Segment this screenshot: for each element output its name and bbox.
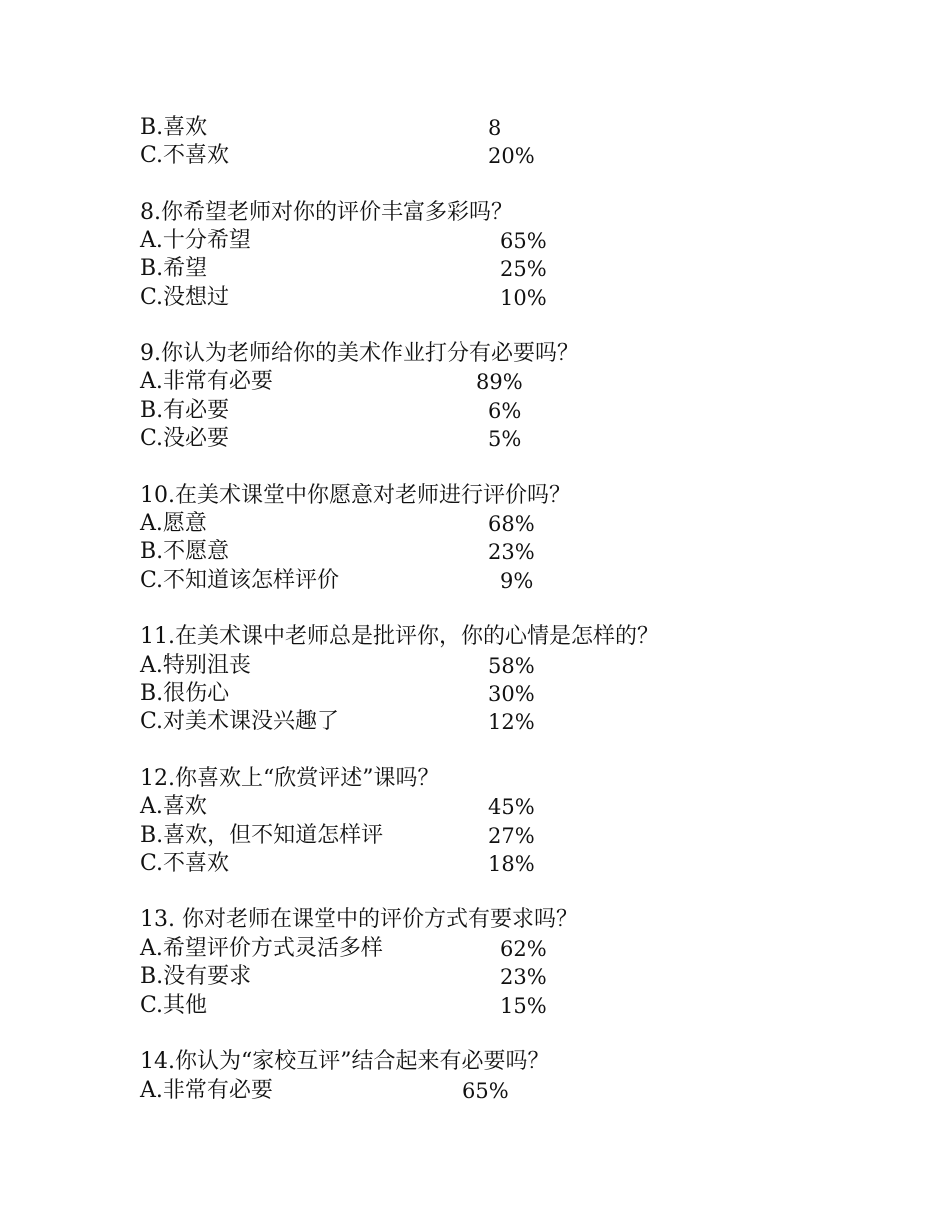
q12-option-c-label: C.不喜欢	[140, 851, 230, 876]
q8-option-a-value: 65%	[500, 229, 547, 253]
q14-question: 14.你认为“家校互评”结合起来有必要吗？	[140, 1049, 550, 1074]
q9-option-c-label: C.没必要	[140, 426, 230, 451]
q7-option-c-value: 20%	[488, 144, 535, 168]
q11-option-b-value: 30%	[488, 682, 535, 706]
q11-option-a-value: 58%	[488, 654, 535, 678]
q13-question: 13. 你对老师在课堂中的评价方式有要求吗？	[140, 907, 578, 932]
q12-option-a-value: 45%	[488, 795, 535, 819]
q11-option-b-label: B.很伤心	[140, 681, 230, 706]
q13-option-b-value: 23%	[500, 965, 547, 989]
q9-option-c-value: 5%	[488, 427, 522, 451]
q10-option-c-value: 9%	[500, 569, 534, 593]
q14-option-a-label: A.非常有必要	[140, 1078, 273, 1103]
q8-option-c-label: C.没想过	[140, 285, 230, 310]
q9-option-b-label: B.有必要	[140, 398, 230, 423]
q14-option-a-value: 65%	[462, 1079, 509, 1103]
q7-option-b-label: B.喜欢	[140, 115, 208, 140]
q12-option-b-value: 27%	[488, 824, 535, 848]
q9-option-a-label: A.非常有必要	[140, 369, 273, 394]
q12-option-a-label: A.喜欢	[140, 794, 207, 819]
q8-question: 8.你希望老师对你的评价丰富多彩吗？	[140, 200, 513, 225]
q8-option-b-value: 25%	[500, 257, 547, 281]
q13-option-a-value: 62%	[500, 937, 547, 961]
q7-option-c-label: C.不喜欢	[140, 143, 230, 168]
q12-option-c-value: 18%	[488, 852, 535, 876]
q11-option-c-label: C.对美术课没兴趣了	[140, 709, 340, 734]
q9-option-b-value: 6%	[488, 399, 522, 423]
q10-option-a-label: A.愿意	[140, 511, 207, 536]
q11-option-c-value: 12%	[488, 710, 535, 734]
q13-option-c-label: C.其他	[140, 993, 208, 1018]
q10-question: 10.在美术课堂中你愿意对老师进行评价吗？	[140, 483, 571, 508]
q7-option-b-value: 8	[488, 116, 502, 140]
q12-question: 12.你喜欢上“欣赏评述”课吗？	[140, 766, 440, 791]
q8-option-a-label: A.十分希望	[140, 228, 251, 253]
q10-option-b-value: 23%	[488, 540, 535, 564]
q9-question: 9.你认为老师给你的美术作业打分有必要吗？	[140, 341, 579, 366]
q12-option-b-label: B.喜欢，但不知道怎样评	[140, 823, 384, 848]
q8-option-c-value: 10%	[500, 286, 547, 310]
q10-option-b-label: B.不愿意	[140, 539, 230, 564]
q9-option-a-value: 89%	[476, 370, 523, 394]
q13-option-a-label: A.希望评价方式灵活多样	[140, 936, 383, 961]
q11-option-a-label: A.特别沮丧	[140, 653, 251, 678]
q8-option-b-label: B.希望	[140, 256, 208, 281]
q10-option-a-value: 68%	[488, 512, 535, 536]
q13-option-c-value: 15%	[500, 994, 547, 1018]
q10-option-c-label: C.不知道该怎样评价	[140, 568, 340, 593]
q11-question: 11.在美术课中老师总是批评你，你的心情是怎样的？	[140, 624, 659, 649]
q13-option-b-label: B.没有要求	[140, 964, 252, 989]
